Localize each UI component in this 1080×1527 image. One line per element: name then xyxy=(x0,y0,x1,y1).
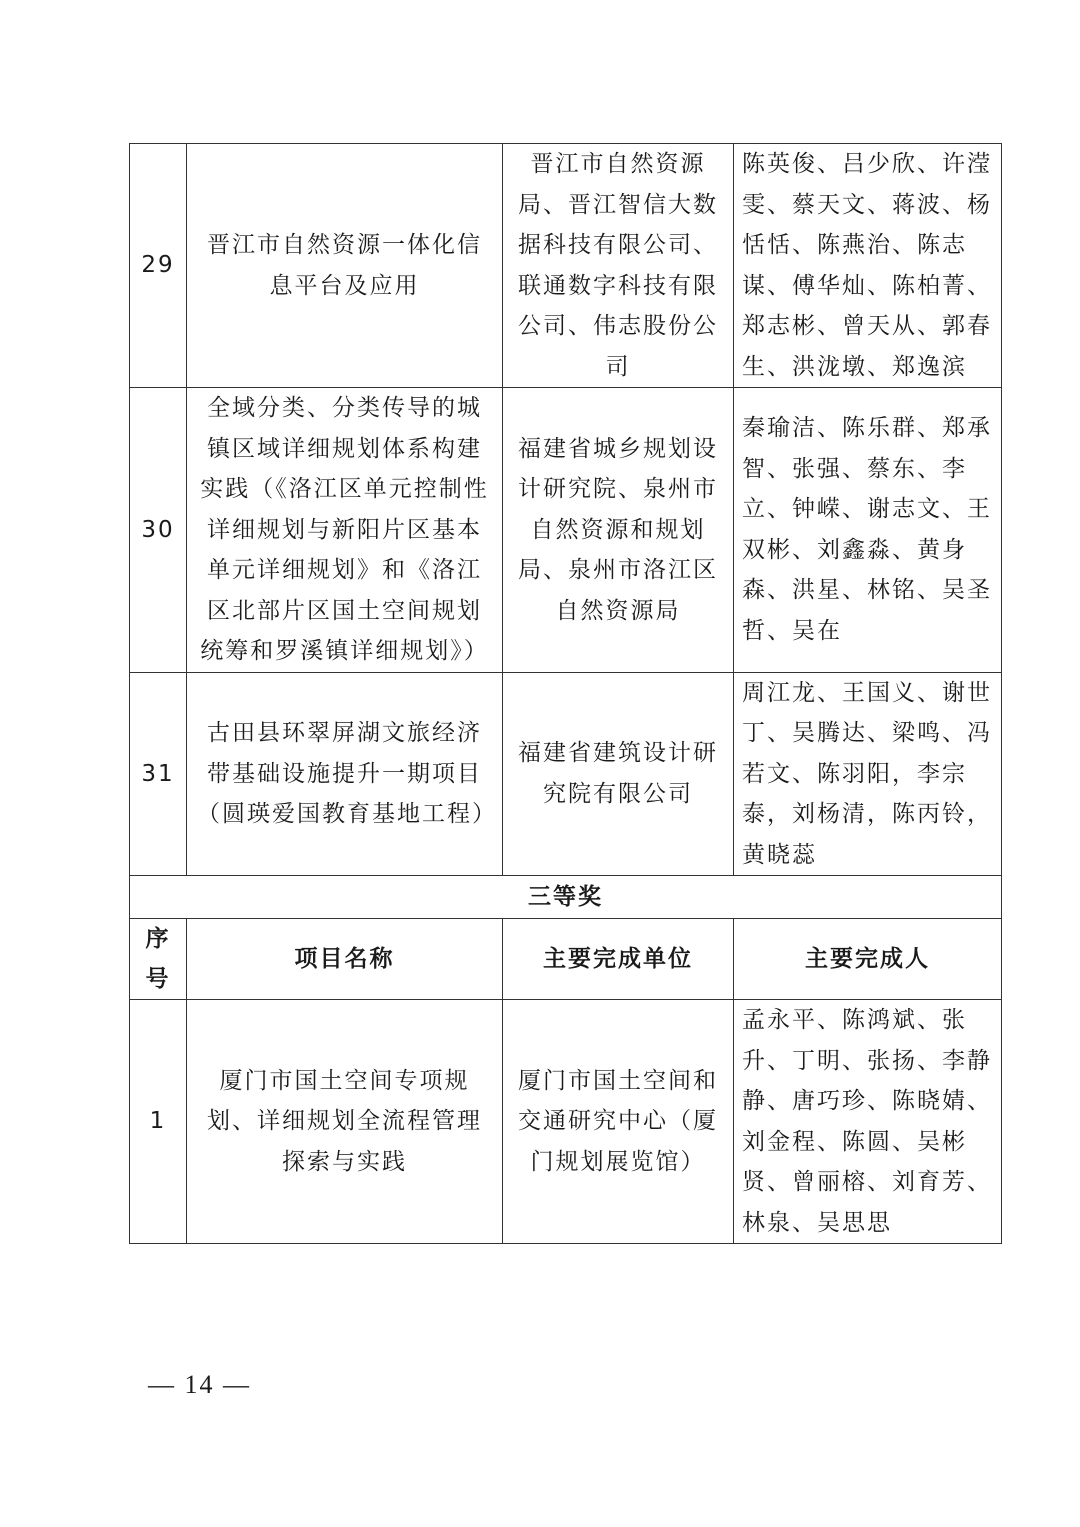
header-row xyxy=(130,919,1002,1000)
page-number: — 14 — xyxy=(148,1370,251,1399)
table-row-31 xyxy=(130,672,1002,876)
section-row xyxy=(130,876,1002,919)
row-number: 31 xyxy=(130,672,187,876)
project-name: 古田县环翠屏湖文旅经济带基础设施提升一期项目（圆瑛爱国教育基地工程） xyxy=(187,672,503,876)
completion-persons: 秦瑜洁、陈乐群、郑承智、张强、蔡东、李立、钟嵘、谢志文、王双彬、刘鑫淼、黄身森、洪星、林铭、吴圣哲、吴在 xyxy=(734,388,1002,673)
completion-persons: 陈英俊、吕少欣、许滢雯、蔡天文、蒋波、杨恬恬、陈燕治、陈志谋、傅华灿、陈柏菁、郑志彬、曾天从、郭春生、洪泷墩、郑逸滨 xyxy=(734,144,1002,388)
header-name: 项目名称 xyxy=(187,919,503,1000)
row-number: 1 xyxy=(130,1000,187,1244)
header-persons: 主要完成人 xyxy=(734,919,1002,1000)
project-name: 晋江市自然资源一体化信息平台及应用 xyxy=(187,144,503,388)
table-row-1 xyxy=(130,1000,1002,1244)
awards-table xyxy=(129,143,1002,1244)
row-number: 29 xyxy=(130,144,187,388)
table-row-29 xyxy=(130,144,1002,388)
header-no: 序号 xyxy=(130,919,187,1000)
section-title: 三等奖 xyxy=(130,876,1002,919)
table-row-30 xyxy=(130,388,1002,673)
row-number: 30 xyxy=(130,388,187,673)
completion-unit: 厦门市国土空间和交通研究中心（厦门规划展览馆） xyxy=(503,1000,734,1244)
completion-unit: 福建省城乡规划设计研究院、泉州市自然资源和规划局、泉州市洛江区自然资源局 xyxy=(503,388,734,673)
header-unit: 主要完成单位 xyxy=(503,919,734,1000)
completion-unit: 晋江市自然资源局、晋江智信大数据科技有限公司、联通数字科技有限公司、伟志股份公司 xyxy=(503,144,734,388)
project-name: 厦门市国土空间专项规划、详细规划全流程管理探索与实践 xyxy=(187,1000,503,1244)
completion-persons: 孟永平、陈鸿斌、张升、丁明、张扬、李静静、唐巧珍、陈晓婧、刘金程、陈圆、吴彬贤、曾丽榕、刘育芳、林泉、吴思思 xyxy=(734,1000,1002,1244)
project-name: 全域分类、分类传导的城镇区域详细规划体系构建实践（《洛江区单元控制性详细规划与新阳片区基本单元详细规划》和《洛江区北部片区国土空间规划统筹和罗溪镇详细规划》） xyxy=(187,388,503,673)
completion-persons: 周江龙、王国义、谢世丁、吴腾达、梁鸣、冯若文、陈羽阳，李宗泰，刘杨清，陈丙铃，黄晓蕊 xyxy=(734,672,1002,876)
completion-unit: 福建省建筑设计研究院有限公司 xyxy=(503,672,734,876)
